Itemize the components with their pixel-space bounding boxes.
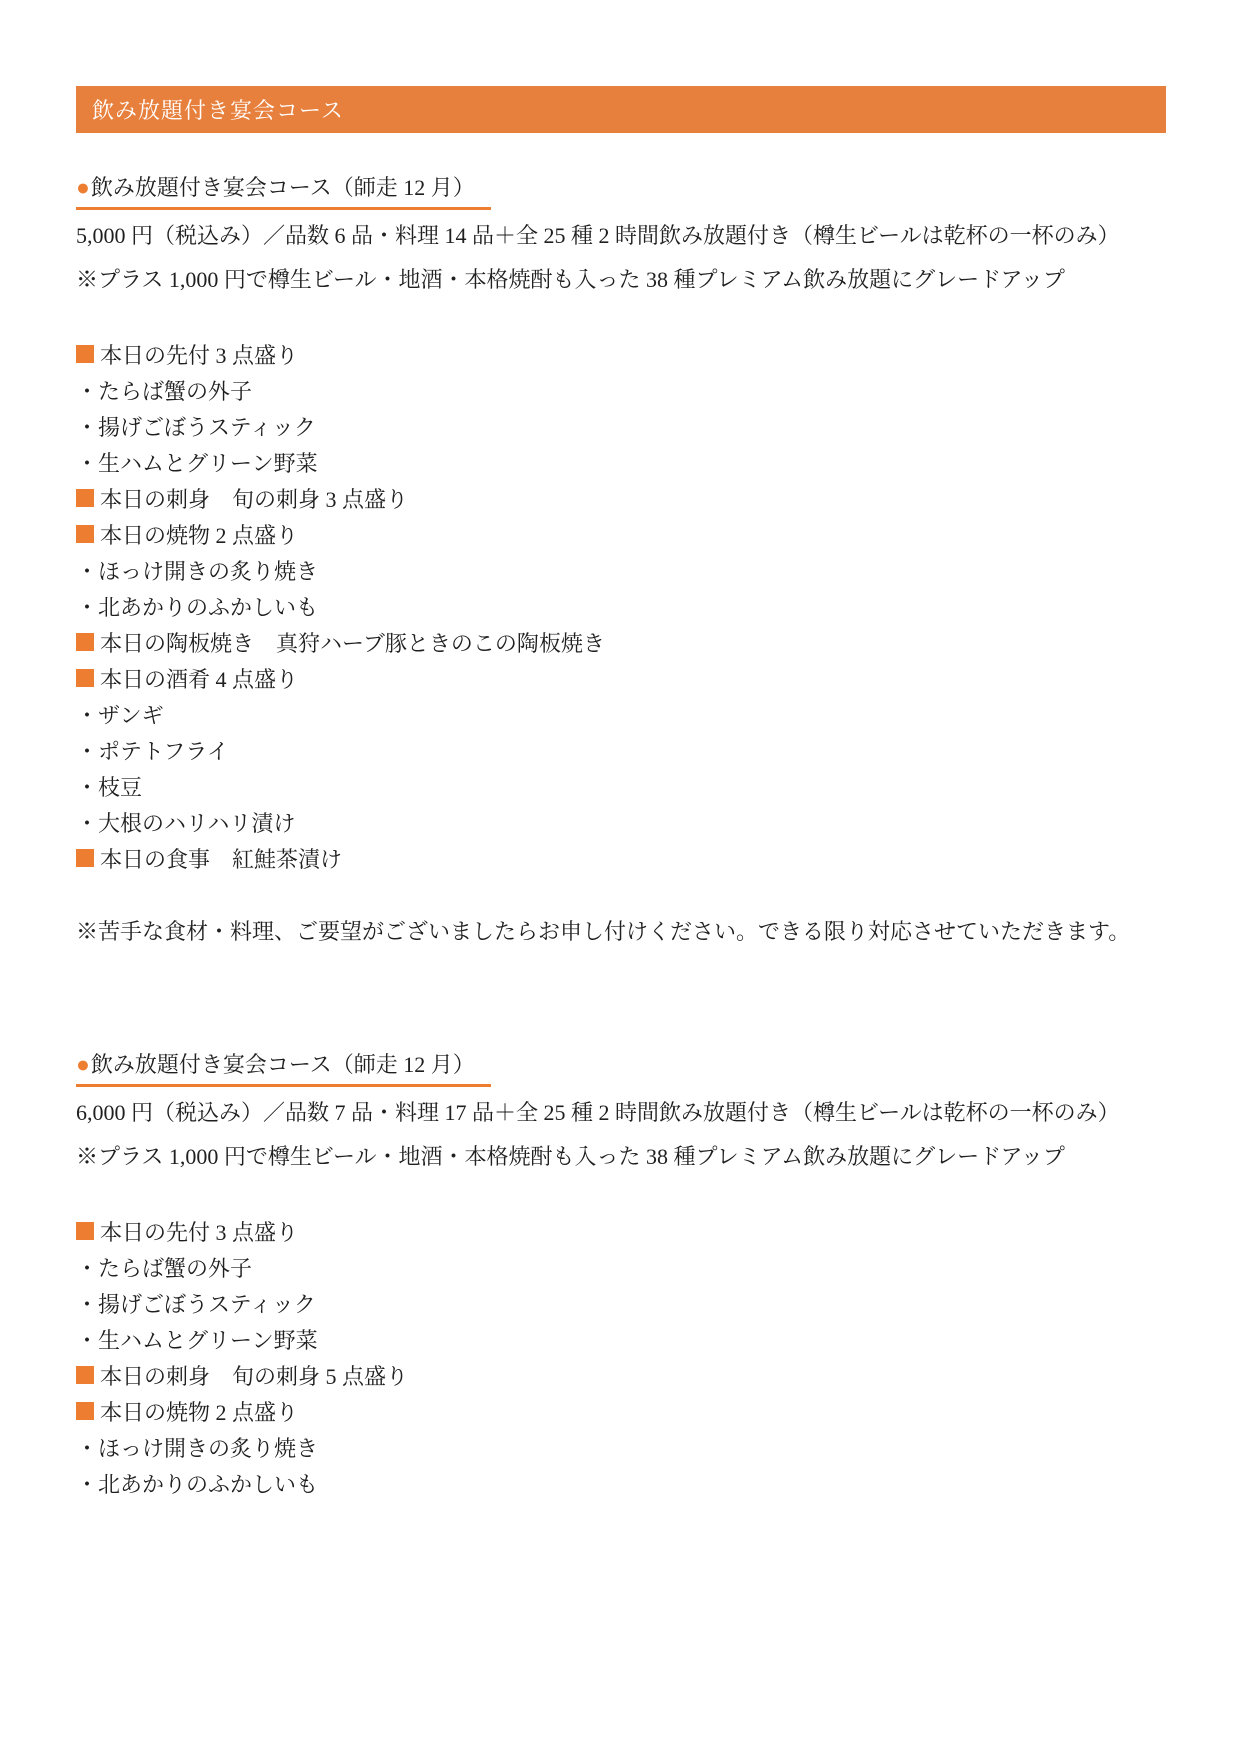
menu-item-text: 本日の先付 3 点盛り: [100, 342, 299, 368]
menu-item: [76, 1429, 1166, 1465]
page-header-banner: [76, 86, 1166, 133]
square-bullet-icon: [76, 1222, 94, 1240]
menu-item-text: 本日の陶板焼き 真狩ハーブ豚ときのこの陶板焼き: [100, 630, 605, 656]
menu-item: [76, 732, 1166, 768]
dot-bullet-icon: ・: [76, 738, 99, 764]
footnote: ※苦手な食材・料理、ご要望がございましたらお申し付けください。できる限り対応させていただきます。: [76, 919, 1131, 944]
menu-item-text: 本日の刺身 旬の刺身 5 点盛り: [100, 1363, 409, 1389]
menu-item: [76, 768, 1166, 804]
square-bullet-icon: [76, 1402, 94, 1420]
menu-item: [76, 696, 1166, 732]
banner-title: 飲み放題付き宴会コース: [92, 98, 344, 123]
square-bullet-icon: [76, 669, 94, 687]
menu-item-text: 枝豆: [98, 774, 143, 800]
dot-bullet-icon: ・: [76, 1327, 99, 1353]
menu-item-text: 北あかりのふかしいも: [98, 1471, 319, 1497]
menu-item-text: 大根のハリハリ漬け: [98, 810, 296, 836]
menu-item-text: 本日の刺身 旬の刺身 3 点盛り: [100, 486, 409, 512]
dot-bullet-icon: ・: [76, 558, 99, 584]
dot-bullet-icon: ・: [76, 810, 99, 836]
course-heading: [76, 1050, 491, 1087]
menu-item-text: ポテトフライ: [98, 738, 229, 764]
dot-bullet-icon: ・: [76, 1255, 99, 1281]
price-line: 5,000 円（税込み）／品数 6 品・料理 14 品＋全 25 種 2 時間飲み放題付き（樽生ビールは乾杯の一杯のみ）: [76, 223, 1120, 248]
course-section: [76, 1050, 1166, 1501]
square-bullet-icon: [76, 1366, 94, 1384]
menu-item: [76, 516, 1166, 552]
menu-item: [76, 1321, 1166, 1357]
dot-bullet-icon: ・: [76, 774, 99, 800]
menu-item-list: [76, 1213, 1166, 1501]
course-section: [76, 173, 1166, 950]
dot-bullet-icon: ・: [76, 1471, 99, 1497]
menu-item: [76, 552, 1166, 588]
circle-bullet-icon: ●: [76, 1052, 90, 1077]
course-heading: [76, 173, 491, 210]
menu-item: [76, 1213, 1166, 1249]
menu-item: [76, 1285, 1166, 1321]
circle-bullet-icon: ●: [76, 175, 90, 200]
menu-item: [76, 1249, 1166, 1285]
dot-bullet-icon: ・: [76, 594, 99, 620]
menu-item: [76, 336, 1166, 372]
menu-item: [76, 660, 1166, 696]
menu-item-text: 揚げごぼうスティック: [98, 1291, 316, 1317]
menu-item-text: たらば蟹の外子: [98, 1255, 253, 1281]
menu-item-text: 揚げごぼうスティック: [98, 414, 316, 440]
menu-item: [76, 444, 1166, 480]
dot-bullet-icon: ・: [76, 1435, 99, 1461]
menu-item-text: 本日の酒肴 4 点盛り: [100, 666, 299, 692]
menu-item: [76, 372, 1166, 408]
menu-item-text: 本日の食事 紅鮭茶漬け: [100, 846, 343, 872]
menu-item: [76, 588, 1166, 624]
dot-bullet-icon: ・: [76, 450, 99, 476]
menu-item-list: [76, 336, 1166, 876]
course-heading-text: 飲み放題付き宴会コース（師走 12 月）: [90, 175, 475, 200]
menu-item-text: 本日の先付 3 点盛り: [100, 1219, 299, 1245]
menu-item: [76, 840, 1166, 876]
menu-item: [76, 624, 1166, 660]
menu-item: [76, 480, 1166, 516]
dot-bullet-icon: ・: [76, 702, 99, 728]
dot-bullet-icon: ・: [76, 378, 99, 404]
menu-item-text: ほっけ開きの炙り焼き: [98, 558, 319, 584]
upgrade-note: ※プラス 1,000 円で樽生ビール・地酒・本格焼酎も入った 38 種プレミアム飲み放題にグレードアップ: [76, 267, 1065, 292]
dot-bullet-icon: ・: [76, 1291, 99, 1317]
course-heading-text: 飲み放題付き宴会コース（師走 12 月）: [90, 1052, 475, 1077]
menu-item-text: 生ハムとグリーン野菜: [98, 450, 318, 476]
dot-bullet-icon: ・: [76, 414, 99, 440]
square-bullet-icon: [76, 633, 94, 651]
square-bullet-icon: [76, 489, 94, 507]
menu-item-text: 本日の焼物 2 点盛り: [100, 1399, 299, 1425]
menu-item: [76, 1465, 1166, 1501]
menu-item-text: 本日の焼物 2 点盛り: [100, 522, 299, 548]
menu-item-text: 生ハムとグリーン野菜: [98, 1327, 318, 1353]
menu-item-text: ほっけ開きの炙り焼き: [98, 1435, 319, 1461]
upgrade-note: ※プラス 1,000 円で樽生ビール・地酒・本格焼酎も入った 38 種プレミアム飲み放題にグレードアップ: [76, 1144, 1065, 1169]
sections: [76, 173, 1166, 1501]
menu-item: [76, 1357, 1166, 1393]
menu-item: [76, 408, 1166, 444]
square-bullet-icon: [76, 525, 94, 543]
menu-item: [76, 804, 1166, 840]
menu-item-text: たらば蟹の外子: [98, 378, 253, 404]
price-line: 6,000 円（税込み）／品数 7 品・料理 17 品＋全 25 種 2 時間飲み放題付き（樽生ビールは乾杯の一杯のみ）: [76, 1100, 1120, 1125]
square-bullet-icon: [76, 345, 94, 363]
menu-item-text: ザンギ: [98, 702, 164, 728]
square-bullet-icon: [76, 849, 94, 867]
menu-item: [76, 1393, 1166, 1429]
menu-item-text: 北あかりのふかしいも: [98, 594, 319, 620]
